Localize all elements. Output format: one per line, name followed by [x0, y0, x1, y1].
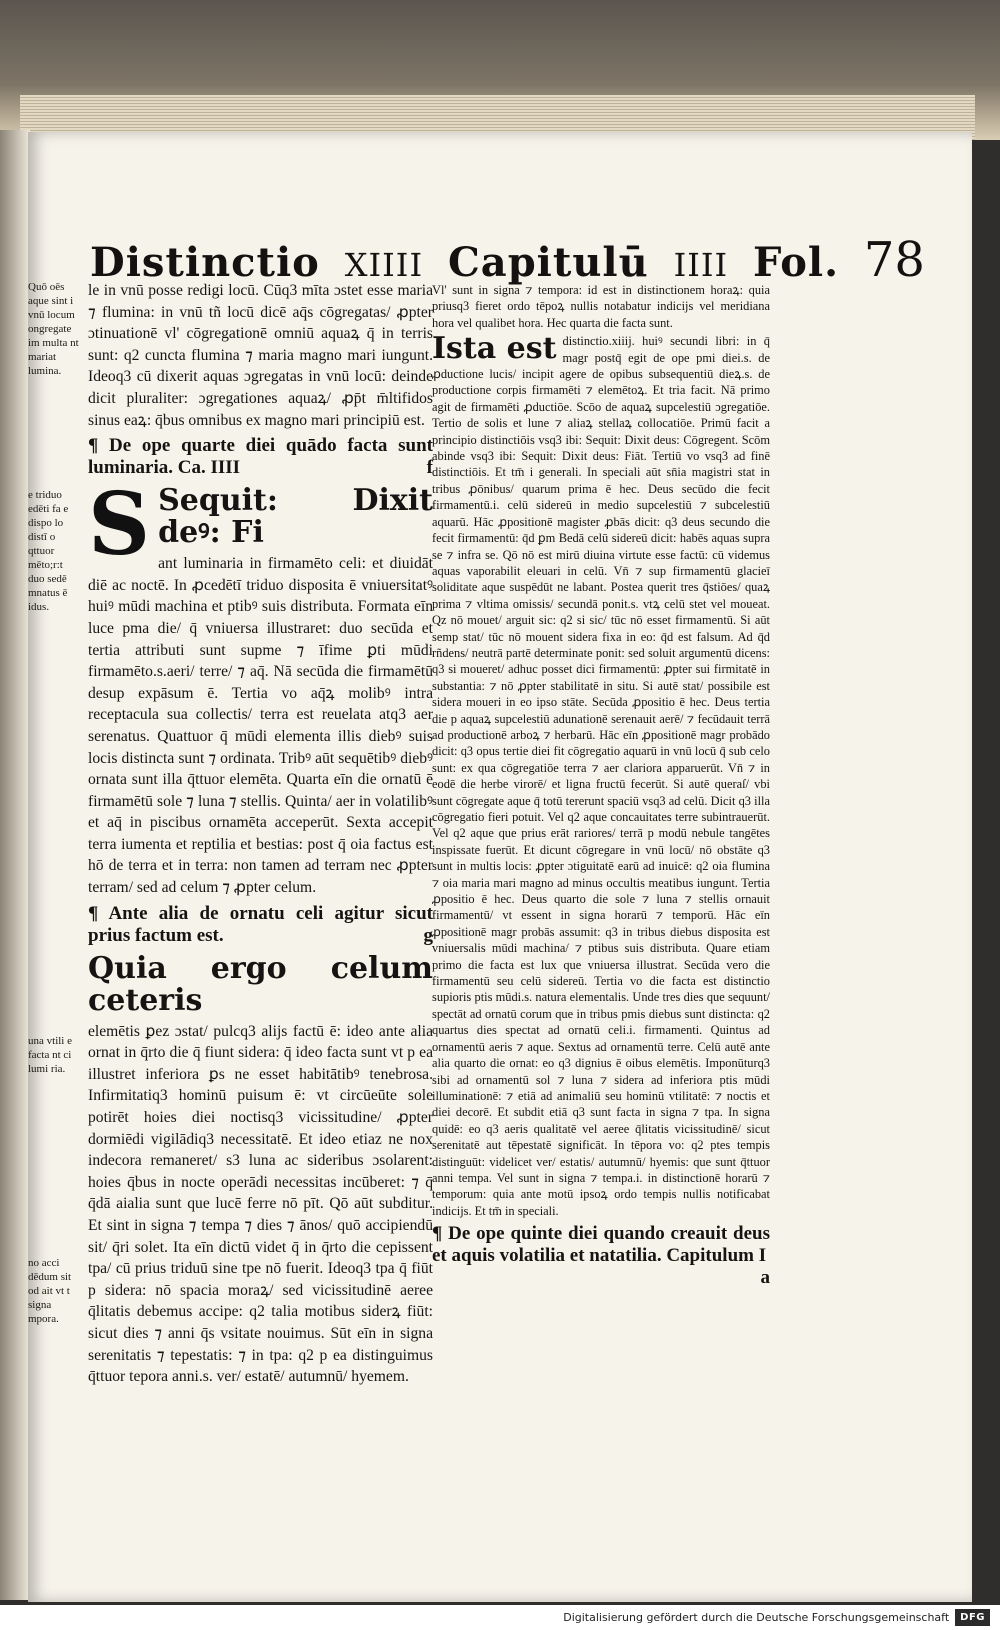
commentary-text: distinctio.xiiij. huiꝰ secundi libri: in q̄ magr postq̄ egit de ope pmi diei.s. de ꝓductione lucis/ incipit agere de opibus subsequentiū dieꝝ.s. de productione corpis firmamēti ⁊ elemētoꝝ. Et tria facit. Nā primo agit de firmamēti ꝓductiōe. Scōo de aquaꝝ supcelestiū ɔgregatiōe. Tertio de solis et lune ⁊ aliaꝝ stellaꝝ collocatiōe. Primū facit a principio distinctiōis vsq3 ibi: Sequit: Dixit deus: Cōgregent. Scōm abinde vsq3 ibi: Sequit: Dixit deus: Fiāt. Tertiū vo vsq3 ad finē distinctiōis. Et tm̄ i generali. In speciali aūt sn̄ia magistri stat in tribus ꝓōnibus/ quarum prima ē hec. Deus secūdo die fecit firmamentū.i. celū sidereū in medio supcelestiū ⁊ subcelestiū aquarū. Hāc ꝓpositionē magister ꝓbās dicit: q3 deus secundo die fecit firmamentū: q̄d ꝑm Bedā celū sidereū dicit: habēs aquas supra se ⁊ infra se. Qō nō est mirū diuina virtute esse factū: cū videmus aquas vaporabilit eleuari in celū. Vn̄ ⁊ sup firmamentū glacieī soliditate aque suspēdūt ne labant. Postea querit tres q̄stiōes/ quaꝝ prima ⁊ vltima omissis/ secundā ponit.s. vtꝝ celū stet vel moueat. Qz nō mouet/ arguit sic: q2 si sic/ tūc nō esset firmamentū. Si aūt semp stat/ tūc nō mouent sidera fixa in eo: q̄d est falsum. Ad q̄d rñdens/ neutrā partē determinate ponit: sed soluit argumentū dicens: q3 si moueret/ adhuc posset dici firmamentū: ꝓpter sui firmitatē in substantia: ⁊ nō ꝓpter stabilitatē in situ. Si autē stat/ possibile est sidera moueri in eo ipso stāte. Secūda ꝓpositio ē hec. Deus tertia die p aquaꝝ supcelestiū adunationē serenauit aerē/ ⁊ fecūdauit terrā ad productionē arboꝝ ⁊ herbarū. Hāc eīn ꝓpositionē magr probādo dicit: q3 opus tertie diei fit cōgregatio aquarū in vnū locū q̄ sub celo sunt: ex qua cōgregatiōe terra ⁊ aer clariora apparuerūt. Vn̄ ⁊ in eodē die herbe virorē/ et ligna fructū fecerūt. Si autē queraſ/ vbi sunt cōgregate aque q̄ totū tererunt spaciū vsq3 ad celū. Dicit q3 illa cōgregatio fieri potuit. Vel q2 aque concauitates terre subintrauerūt. Vel q2 aque que prius erāt rariores/ terrā p modū nebule tangētes inspissate fuerūt. Et dicunt cōgregare in vnū locū/ nō obstāte q3 sunt in multis locis: ꝓpter ɔtiguitatē earū ad inuicē: q2 oia flumina ⁊ oia maria mari magno ad minus occultis meatibus iungunt. Tertia ꝓpositio ē hec. Deus quarto die sole ⁊ luna ⁊ stellis ornauit firmamentū/ vt essent in signa horarū ⁊ temporū. Hāc eīn ꝓpositionē magr probās assumit: q3 in tribus diebus disposita est vniuersalis mūdi machina/ ⁊ ptibus suis distributa. Quare etiam primo die facta est lux que vniuersa illustrat. Secūda vero die firmamentū seu celū sidereū. Tertia vo die facta est distinctio supioris ptis mūdi.s. natura elementalis. Unde tres dies que sequunt/ spectāt ad ornatū corum que in tribus pmis diebus sunt distincta: q2 quartus dies spectat ad ornatū celi.i. firmamenti. Quintus ad ornamentū aeris ⁊ aque. Sextus ad ornamentū terre. Celū autē ante alia quarto die ornat: eo q3 dignius ē oibus elemētis. Imponūturq3 sibi ad ornamentū sol ⁊ luna ⁊ sidera ad inferiora ptis mūdi illuminationē: ⁊ etiā ad animaliū seu hominū vtilitatē: ⁊ noctis et diei decorē. Et subdit etiā q3 sunt facta in signa ⁊ tpa. In signa quidē: eo q3 aeris qualitatē vel aeree q̄litatis vicissitudinē/ sicut serenitatē aut tēpestatē significāt. In tēpora vo: q2 ptes tempis distinguūt: videlicet ver/ estatis/ autumnū/ hyemis: que sunt q̄ttuor anni tempa. Vel sunt in signa ⁊ tempa.i. in distinctionē horarū ⁊ temporum: quia ante motū ipsoꝝ ordo tempis nullis notificabat indicijs. Et tm̄ in speciali. — [432, 334, 770, 1218]
folio-number: 78 — [863, 232, 925, 288]
chapter-rubric — [88, 435, 433, 479]
header-chapter-number: IIII — [673, 246, 729, 284]
header-capitulum: Capitulū — [447, 239, 649, 286]
footer-bar — [0, 1605, 1000, 1630]
header-distinctio: Distinctio — [90, 239, 320, 286]
section-letter: g — [423, 924, 433, 946]
header-distinctio-number: XIIII — [344, 246, 424, 284]
dfg-logo: DFG — [955, 1609, 990, 1626]
rubric-text: Ante alia de ornatu celi agitur sicut prius factum est. — [88, 902, 434, 946]
paragraph: Vl' sunt in signa ⁊ tempora: id est in distinctionem horaꝝ: quia priusq3 fieret ordo tēpoꝝ nullis notabatur indicijs vel meridiana hora vel qualibet hora. Hec quarta die facta sunt. — [432, 283, 770, 330]
section-rubric — [88, 903, 433, 947]
margin-note: Quō oēs aque sint i vnū locum ongregate im multa nt mariat lumina. — [28, 281, 79, 377]
funding-credit: Digitalisierung gefördert durch die Deutsche Forschungsgemeinschaft — [563, 1611, 950, 1624]
paragraph: elemētis ꝑez ɔstat/ pulcq3 alijs factū ē: ideo ante alia ornat in q̄rto die q̄ fiunt sidera: q̄ ideo facta sunt vt p ea illustret inferiora ꝑs ne esset habitātibꝰ tenebrosa. Infirmitatiq3 hominū puisum ē: vt circūeūte sole potirēt hoies diei noctisq3 vicissitudine/ ꝓpter dormiēdi vigilādiq3 necessitatē. Et ideo etiaz ne nox indecora remaneret/ s3 luna ac sideribus ɔsolarent: hoies q̄bus in nocte operādi necessitas incūberet: ⁊ q̄ q̄dā aialia sunt que lucē ferre nō pīt. Qō aūt subditur. Et sint in signa ⁊ tempa ⁊ dies ⁊ ānos/ quō accipiendū sit/ q̄ri solet. Ita eīn dictū videt q̄ in q̄rto die cepissent tpa/ cū prius triduū sine tpe nō fuerit. Ideoq3 tpa q̄ fiūt p sidera: nō spacia moraꝝ/ sed vicissitudinē aeree q̄litatis debemus accipe: q2 talia motibus siderꝝ fiūt: sicut dies ⁊ anni q̄s vsitate nouimus. Sūt eīn in signa serenitatis ⁊ tepestatis: ⁊ in tpa: q2 p ea distinguimus q̄ttuor tepora anni.s. ver/ estatē/ autumnū/ hyemem. — [88, 1022, 433, 1386]
incipit-line: Quia ergo celum ceteris — [88, 950, 433, 1018]
incipit-text: Sequit: Dixit deꝰ: Fi — [158, 483, 433, 551]
margin-note: e triduo edēti fa e dispo lo distī o qttuor mēto;r:t duo sedē mnatus ē idus. — [28, 489, 69, 613]
left-text-column — [88, 280, 433, 1390]
margin-note: no acci dēdum sit od ait vt t signa mpora. — [28, 1257, 72, 1325]
rubric-chapter: Ca. IIII — [177, 457, 241, 479]
decorated-initial: S — [88, 474, 151, 576]
incipit-line — [88, 474, 433, 576]
book-page — [28, 132, 972, 1602]
commentary-paragraph — [432, 333, 770, 1219]
rubric-text: De ope quarte diei quādo facta sunt luminaria. — [88, 435, 433, 479]
section-letter: a — [760, 1267, 770, 1289]
commentary-incipit: Ista est — [432, 331, 557, 367]
chapter-rubric — [432, 1223, 770, 1289]
paragraph: ant luminaria in firmamēto celi: et diuidāt diē ac noctē. In ꝓcedētī triduo disposita ē vniuersitatꝰ huiꝰ mūdi machina et ptibꝰ suis distributa. Formata eīn luce pma die/ q̄ vniuersa illustraret: duo secūda et tertia attributi sunt supme ⁊ īfime ꝑti mūdi firmamēto.s.aeri/ terre/ ⁊ aq̄. Nā secūda die firmamētū desup expāsum ē. Tertia vo aq̄ꝝ molibꝰ intra receptacula sua collectis/ terra est reuelata atq3 aer serenatus. Quattuor q̄ mūdi elementa illis diebꝰ suis locis distincta sunt ⁊ ordinata. Tribꝰ aūt sequētibꝰ diebꝰ ornata sunt illa q̄ttuor elemēta. Quarta eīn die ornatū ē firmamētū sole ⁊ luna ⁊ stellis. Quinta/ aer in volatilibꝰ et aq̄ in piscibus ornamēta acceperūt. Sexta accepit terra iumenta et reptilia et bestias: post q̄ oia factus est hō de terra et in terra: non tamen ad terram nec ꝓpter terram/ sed ad celum ⁊ ꝓpter celum. — [88, 555, 433, 897]
facing-page-edge — [0, 130, 30, 1600]
margin-notes — [28, 280, 80, 1340]
rubric-text: De ope quinte diei quando creauit deus et aquis volatilia et natatilia. — [432, 1223, 770, 1267]
header-fol: Fol. — [752, 239, 839, 286]
section-letter: f — [426, 457, 433, 479]
margin-note: una vtili e facta nt ci lumi ria. — [28, 1035, 72, 1075]
right-commentary-column — [432, 282, 770, 1289]
paragraph: le in vnū posse redigi locū. Cūq3 mīta ɔstet esse maria ⁊ flumina: in vnū tñ locū dicē aq̄s cōgregatas/ ꝓpter ɔtinuationē vl' cōgregationē omniū aquaꝝ q̄ in terris sunt: q2 cuncta flumina ⁊ maria magno mari iungunt. Ideoq3 cū dixerit aquas ɔgregatas in vnū locū: deinde dicit pluraliter: ɔgregationes aquaꝝ/ ꝓp̄t m̄ltifidos sinus eaꝝ: q̄bus omnibus ex magno mari principiū est. — [88, 282, 433, 429]
rubric-chapter: Capitulum I — [666, 1245, 767, 1267]
